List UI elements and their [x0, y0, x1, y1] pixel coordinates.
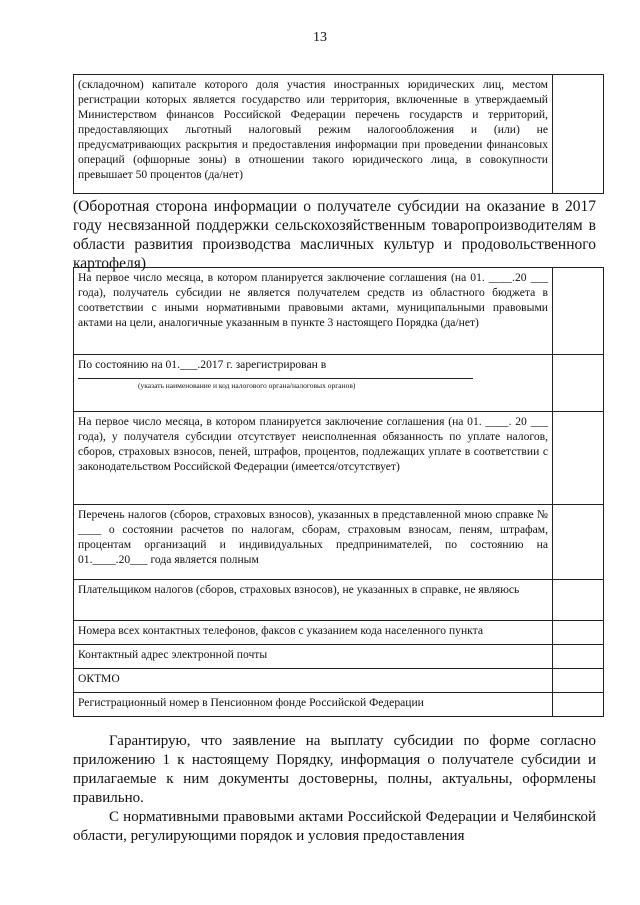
- tax-list-answer-cell[interactable]: [553, 505, 604, 580]
- tax-registration-answer-cell[interactable]: [553, 355, 604, 412]
- pfr-number-answer-cell[interactable]: [553, 693, 604, 717]
- phones-label: Номера всех контактных телефонов, факсов с указанием кода населенного пункта: [74, 621, 553, 645]
- email-answer-cell[interactable]: [553, 645, 604, 669]
- recipient-info-table: [73, 267, 604, 717]
- tax-registration-cell: [74, 355, 553, 412]
- pfr-number-label: Регистрационный номер в Пенсионном фонде Российской Федерации: [74, 693, 553, 717]
- tax-authority-input-line[interactable]: [78, 378, 473, 379]
- tax-registration-label: По состоянию на 01.___.2017 г. зарегистрирован в: [78, 358, 327, 371]
- guarantee-paragraph: Гарантирую, что заявление на выплату субсидии по форме согласно приложению 1 к настоящему Порядку, информация о получателе субсидии и прилагаемые к ним документы достоверны, полны, актуальны, оформлены правильно.: [73, 733, 596, 806]
- not-payer-statement: Плательщиком налогов (сборов, страховых взносов), не указанных в справке, не являюсь: [74, 580, 553, 621]
- tax-debt-question: На первое число месяца, в котором планируется заключение соглашения (на 01. ____. 20 ___ года), у получателя субсидии отсутствует неисполненная обязанность по уплате налогов, сборов, страховых взносов, пеней, штрафов, процентов, подлежащих уплате в соответствии с законодательством Российской Федерации (имеется/отсутствует): [74, 412, 553, 505]
- oktmo-label: ОКТМО: [74, 669, 553, 693]
- phones-answer-cell[interactable]: [553, 621, 604, 645]
- regulations-paragraph: С нормативными правовыми актами Российской Федерации и Челябинской области, регулирующими порядок и условия предоставления: [73, 809, 596, 844]
- reverse-side-caption: (Оборотная сторона информации о получателе субсидии на оказание в 2017 году несвязанной поддержки сельскохозяйственным товаропроизводителям в области развития производства масличных культур и продовольственного картофеля): [73, 198, 596, 272]
- tax-authority-hint: (указать наименование и код налогового органа/налоговых органов): [138, 381, 356, 390]
- tax-debt-answer-cell[interactable]: [553, 412, 604, 505]
- agreement-funds-question: На первое число месяца, в котором планируется заключение соглашения (на 01. ____.20 ___ года), получатель субсидии не является получателем средств из областного бюджета в соответствии с иными нормативными правовыми актами, муниципальными правовыми актами на цели, аналогичные указанным в пункте 3 настоящего Порядка (да/нет): [74, 268, 553, 355]
- oktmo-answer-cell[interactable]: [553, 669, 604, 693]
- page-number: 13: [313, 30, 327, 45]
- offshore-share-question: (складочном) капитале которого доля участия иностранных юридических лиц, местом регистрации которых является государство или территория, включенные в утверждаемый Министерством финансов Российской Федерации перечень государств и территорий, предоставляющих льготный налоговый режим налогообложения и (или) не предусматривающих раскрытия и предоставления информации при проведении финансовых операций (офшорные зоны) в отношении такого юридического лица, в совокупности превышает 50 процентов (да/нет): [74, 75, 553, 194]
- email-label: Контактный адрес электронной почты: [74, 645, 553, 669]
- body-text: [73, 732, 596, 846]
- tax-list-statement: Перечень налогов (сборов, страховых взносов), указанных в представленной мною справке № ____ о состоянии расчетов по налогам, сборам, страховым взносам, пеням, штрафам, процентам организаций и индивидуальных предпринимателей, по состоянию на 01.____.20___ года является полным: [74, 505, 553, 580]
- agreement-funds-answer-cell[interactable]: [553, 268, 604, 355]
- not-payer-answer-cell[interactable]: [553, 580, 604, 621]
- offshore-share-answer-cell[interactable]: [553, 75, 604, 194]
- form-table-continued: [73, 74, 604, 194]
